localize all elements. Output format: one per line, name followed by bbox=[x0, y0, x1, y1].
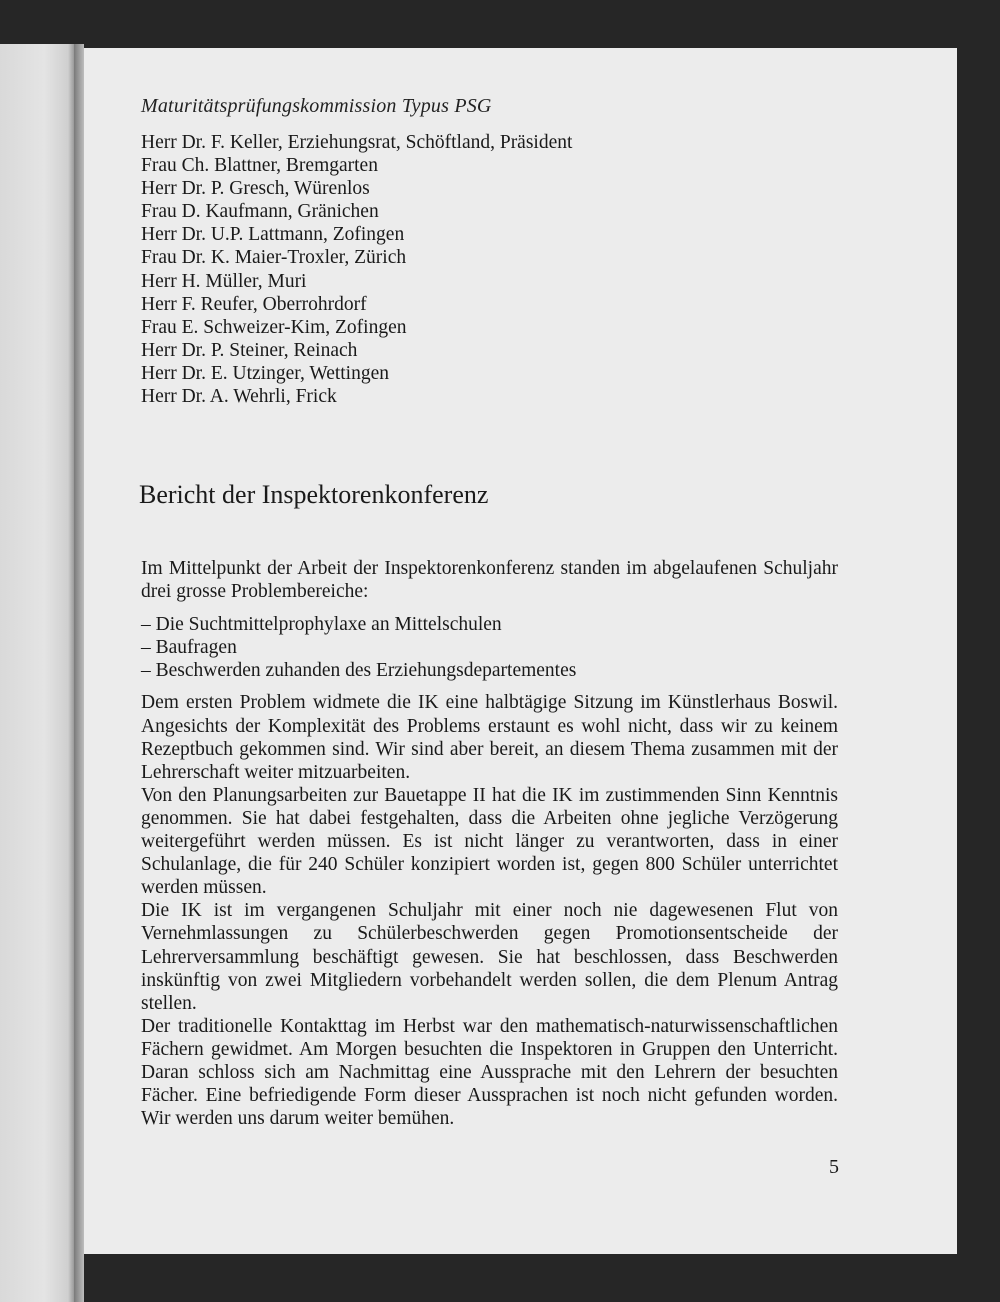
report-body bbox=[141, 557, 838, 1130]
report-paragraph: Die IK ist im vergangenen Schuljahr mit einer noch nie dagewesenen Flut von Vernehmlassungen zu Schülerbeschwerden gegen Promotionsentscheide der Lehrerversammlung beschäftigt gewesen. Sie hat beschlossen, dass Beschwerden inskünftig von zwei Mitgliedern vorbehandelt werden sollen, die dem Plenum Antrag stellen. bbox=[141, 900, 838, 1014]
commission-member: Frau Ch. Blattner, Bremgarten bbox=[141, 155, 378, 177]
commission-member: Herr Dr. U.P. Lattmann, Zofingen bbox=[141, 224, 405, 246]
commission-title: Maturitätsprüfungskommission Typus PSG bbox=[141, 95, 492, 117]
problem-item: – Baufragen bbox=[141, 637, 237, 659]
commission-member: Herr Dr. E. Utzinger, Wettingen bbox=[141, 362, 390, 384]
report-paragraph: Dem ersten Problem widmete die IK eine halbtägige Sitzung im Künstlerhaus Boswil. Angesichts der Komplexität des Problems erstaunt es wohl nicht, dass wir zu keinem Rezeptbuch gekommen sind. Wir sind aber bereit, an diesem Thema zusammen mit der Lehrerschaft weiter mitzuarbeiten. bbox=[141, 692, 838, 783]
commission-member: Herr Dr. P. Steiner, Reinach bbox=[141, 339, 358, 361]
commission-member: Herr Dr. F. Keller, Erziehungsrat, Schöftland, Präsident bbox=[141, 132, 573, 153]
commission-member-list bbox=[141, 131, 572, 408]
commission-member: Herr H. Müller, Muri bbox=[141, 270, 307, 292]
problem-item: – Beschwerden zuhanden des Erziehungsdepartementes bbox=[141, 660, 577, 682]
commission-member: Herr Dr. P. Gresch, Würenlos bbox=[141, 178, 370, 200]
commission-member: Herr Dr. A. Wehrli, Frick bbox=[141, 386, 337, 408]
report-intro: Im Mittelpunkt der Arbeit der Inspektorenkonferenz standen im abgelaufenen Schuljahr drei grosse Problembereiche: bbox=[141, 558, 838, 603]
book-spine bbox=[74, 44, 84, 1302]
report-title: Bericht der Inspektorenkonferenz bbox=[139, 480, 489, 509]
page-number: 5 bbox=[829, 1156, 839, 1178]
facing-page-edge bbox=[0, 44, 74, 1302]
commission-member: Herr F. Reufer, Oberrohrdorf bbox=[141, 293, 367, 315]
problem-item: – Die Suchtmittelprophylaxe an Mittelschulen bbox=[141, 614, 502, 636]
report-paragraph: Von den Planungsarbeiten zur Bauetappe II hat die IK im zustimmenden Sinn Kenntnis genommen. Sie hat dabei festgehalten, dass die Arbeiten ohne jegliche Verzögerung weitergeführt werden müssen. Es ist nicht länger zu verantworten, dass in einer Schulanlage, die für 240 Schüler konzipiert worden ist, gegen 800 Schüler unterrichtet werden müssen. bbox=[141, 784, 838, 899]
commission-member: Frau Dr. K. Maier-Troxler, Zürich bbox=[141, 247, 407, 269]
report-paragraph: Der traditionelle Kontakttag im Herbst war den mathematisch-naturwissenschaftlichen Fächern gewidmet. Am Morgen besuchten die Inspektoren in Gruppen den Unterricht. Daran schloss sich am Nachmittag eine Aussprache mit den Lehrern der besuchten Fächer. Eine befriedigende Form dieser Aussprachen ist noch nicht gefunden worden. Wir werden uns darum weiter bemühen. bbox=[141, 1015, 838, 1130]
document-page bbox=[84, 48, 957, 1254]
problem-list bbox=[141, 613, 838, 682]
commission-member: Frau D. Kaufmann, Gränichen bbox=[141, 201, 379, 223]
commission-member: Frau E. Schweizer-Kim, Zofingen bbox=[141, 316, 407, 338]
